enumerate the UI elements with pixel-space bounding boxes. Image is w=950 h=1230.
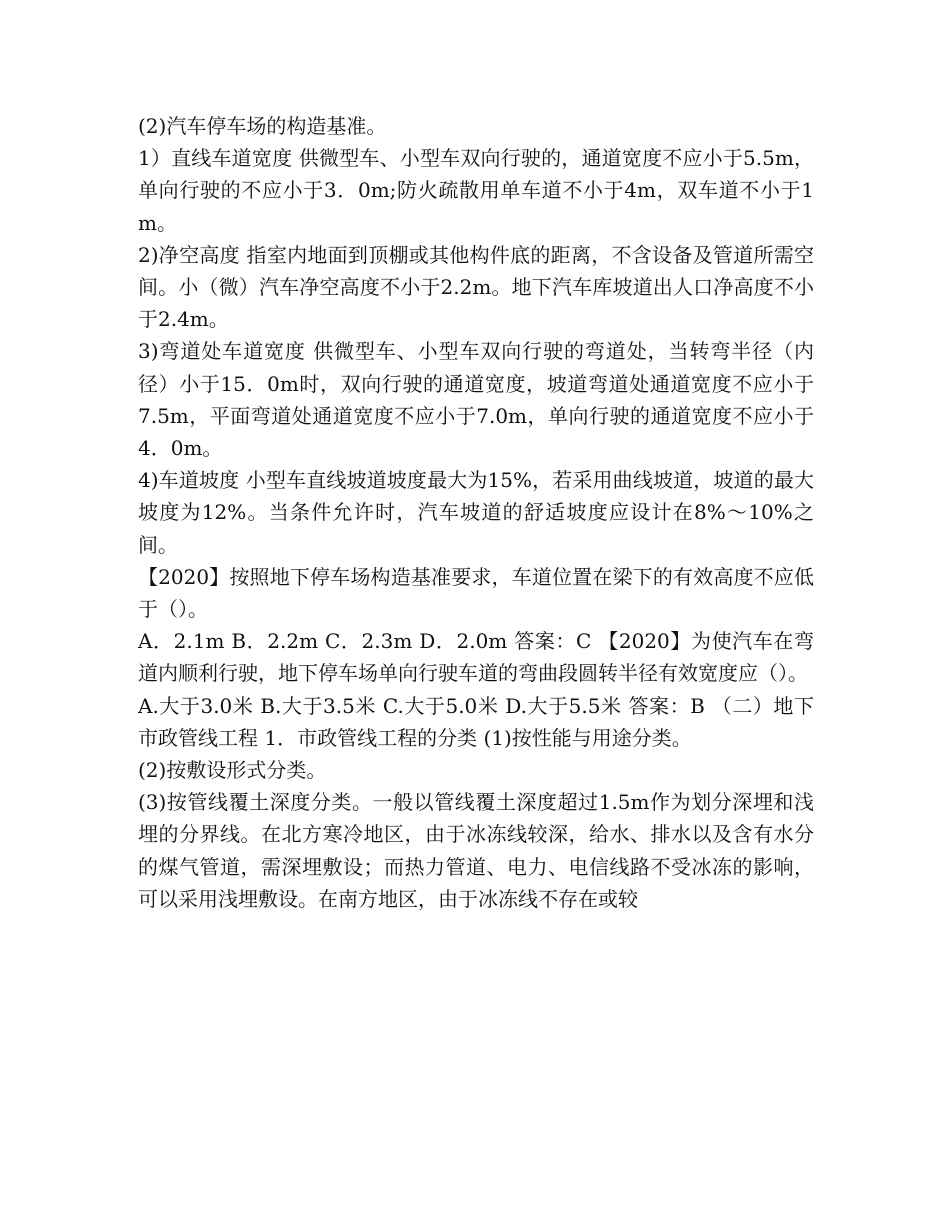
- paragraph-curve-lane-width: 3)弯道处车道宽度 供微型车、小型车双向行驶的弯道处，当转弯半径（内径）小于15．0m时，双向行驶的通道宽度，坡道弯道处通道宽度不应小于7.5m，平面弯道处通道宽度不应小于7.0m，单向行驶的通道宽度不应小于4．0m。: [138, 339, 814, 461]
- paragraph-parking-standard-heading: (2)汽车停车场的构造基准。: [138, 114, 387, 138]
- paragraph-lane-slope: 4)车道坡度 小型车直线坡道坡度最大为15%，若采用曲线坡道，坡道的最大坡度为12%。当条件允许时，汽车坡道的舒适坡度应设计在8%～10%之间。: [138, 468, 814, 557]
- paragraph-answer-and-question-turning: A．2.1m B．2.2m C．2.3m D．2.0m 答案：C 【2020】为使汽车在弯道内顺利行驶，地下停车场单向行驶车道的弯曲段圆转半径有效宽度应（）。: [138, 629, 814, 686]
- paragraph-answer-and-pipeline-classification: A.大于3.0米 B.大于3.5米 C.大于5.0米 D.大于5.5米 答案：B （二）地下市政管线工程 1．市政管线工程的分类 (1)按性能与用途分类。: [138, 693, 814, 750]
- paragraph-straight-lane-width: 1）直线车道宽度 供微型车、小型车双向行驶的，通道宽度不应小于5.5m，单向行驶的不应小于3．0m;防火疏散用单车道不小于4m，双车道不小于1m。: [138, 146, 814, 235]
- paragraph-question-2020-height: 【2020】按照地下停车场构造基准要求，车道位置在梁下的有效高度不应低于（）。: [138, 564, 814, 622]
- paragraph-clear-height: 2)净空高度 指室内地面到顶棚或其他构件底的距离，不含设备及管道所需空间。小（微）汽车净空高度不小于2.2m。地下汽车库坡道出人口净高度不小于2.4m。: [138, 242, 814, 332]
- document-page: [138, 110, 814, 915]
- paragraph-laying-form: (2)按敷设形式分类。: [138, 758, 327, 783]
- paragraph-cover-depth: (3)按管线覆土深度分类。一般以管线覆土深度超过1.5m作为划分深埋和浅埋的分界线。在北方寒冷地区，由于冰冻线较深，给水、排水以及含有水分的煤气管道，需深埋敷设；而热力管道、电力、电信线路不受冰冻的影响，可以采用浅埋敷设。在南方地区，由于冰冻线不存在或较: [138, 790, 814, 911]
